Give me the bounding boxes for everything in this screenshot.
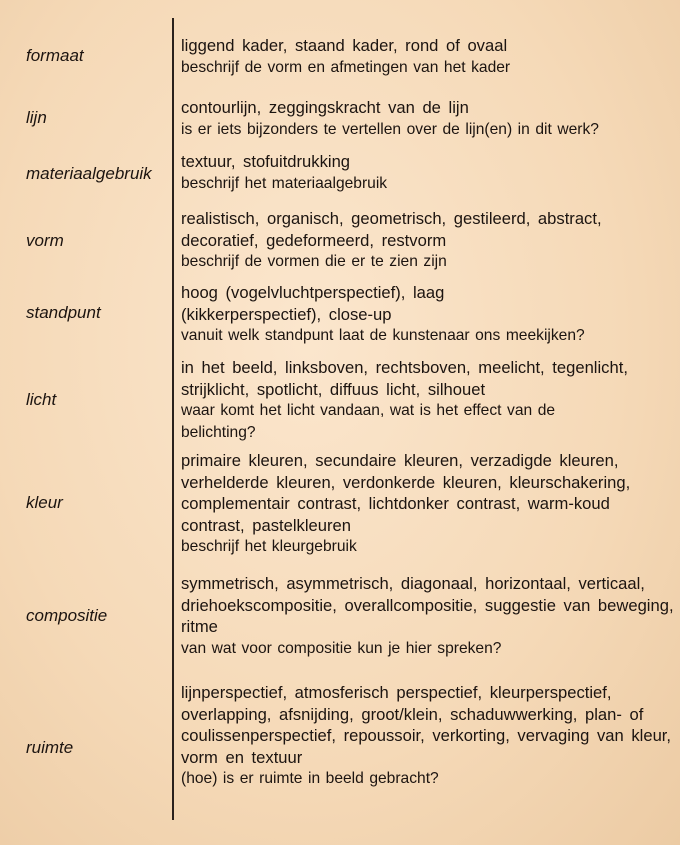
term-question: beschrijf het kleurgebruik [181,538,357,556]
term-label: formaat [26,46,84,65]
term-keywords: contourlijn, zeggingskracht van de lijn [181,98,469,117]
term-description [181,151,676,194]
term-question: beschrijf de vormen die er te zien zijn [181,253,447,271]
term-question: vanuit welk standpunt laat de kunstenaar ons meekijken? [181,327,585,345]
column-divider [172,18,174,820]
term-keywords: in het beeld, linksboven, rechtsboven, meelicht, tegenlicht, strijklicht, spotlicht, diffuus licht, silhouet [181,358,628,399]
term-label: kleur [26,493,63,512]
term-label: compositie [26,606,108,625]
term-keywords: hoog (vogelvluchtperspectief), laag (kikkerperspectief), close-up [181,283,445,324]
term-description [181,208,676,273]
term-description [181,357,676,443]
term-description [181,35,676,78]
term-question: beschrijf het materiaalgebruik [181,174,388,192]
term-keywords: realistisch, organisch, geometrisch, gestileerd, abstract, decoratief, gedeformeerd, restvorm [181,209,602,250]
term-description [181,450,676,558]
term-keywords: symmetrisch, asymmetrisch, diagonaal, horizontaal, verticaal, driehoekscompositie, overallcompositie, suggestie van beweging, ritme [181,574,674,637]
term-question: (hoe) is er ruimte in beeld gebracht? [181,770,439,788]
term-label: licht [26,390,57,409]
term-question: beschrijf de vorm en afmetingen van het kader [181,58,511,76]
term-label: materiaalgebruik [26,164,152,183]
term-label: lijn [26,108,47,127]
term-question: is er iets bijzonders te vertellen over de lijn(en) in dit werk? [181,120,599,138]
term-keywords: primaire kleuren, secundaire kleuren, verzadigde kleuren, verhelderde kleuren, verdonkerde kleuren, kleurschakering, complementair contrast, lichtdonker contrast, warm-koud contrast, pastelkleuren [181,451,631,535]
term-description [181,573,676,659]
term-label: vorm [26,231,64,250]
term-question: van wat voor compositie kun je hier spreken? [181,639,502,657]
term-label: standpunt [26,303,101,322]
term-description [181,682,676,790]
term-description [181,282,676,347]
term-keywords: textuur, stofuitdrukking [181,152,351,171]
term-keywords: liggend kader, staand kader, rond of ovaal [181,36,508,55]
term-description [181,97,676,140]
term-question: waar komt het licht vandaan, wat is het effect van de belichting? [181,402,556,441]
term-label: ruimte [26,738,74,757]
term-keywords: lijnperspectief, atmosferisch perspectief, kleurperspectief, overlapping, afsnijding, groot/klein, schaduwwerking, plan- of coulissenperspectief, repoussoir, verkorting, vervaging van kleur, vorm en textuur [181,683,672,767]
